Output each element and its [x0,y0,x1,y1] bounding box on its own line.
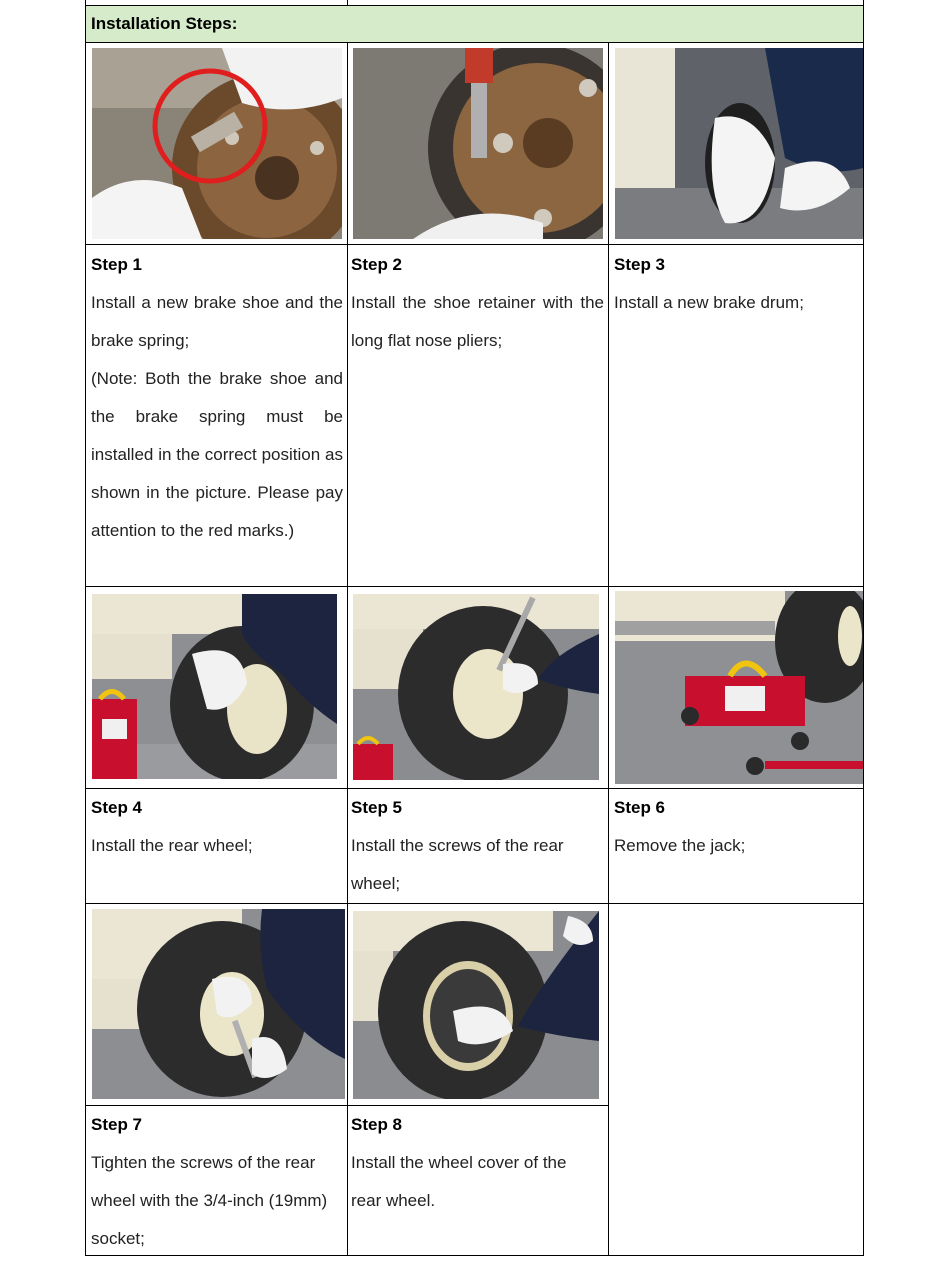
step-2-text-cell [347,244,609,587]
step-5-photo [353,594,599,780]
step-2-body: Install the shoe retainer with the long flat nose pliers; [351,293,604,350]
step-7-photo [92,909,345,1099]
step-8-photo [353,911,599,1099]
step-7-title: Step 7 [91,1115,143,1134]
empty-cell [608,903,864,1256]
step-4-photo-cell [85,586,348,789]
step-1-note: (Note: Both the brake shoe and the brake spring must be installed in the correct position as shown in the picture. Please pay attention to the red marks.) [91,369,343,540]
step-2-title: Step 2 [351,255,403,274]
step-1-photo [92,48,342,239]
step-8-text-cell [347,1105,609,1256]
step-8-photo-cell [347,903,609,1106]
step-4-text-cell [85,788,348,904]
step-1-photo-cell [85,42,348,245]
step-6-title: Step 6 [614,798,666,817]
step-6-photo [615,591,863,784]
step-5-title: Step 5 [351,798,403,817]
step-7-photo-cell [85,903,348,1106]
step-3-title: Step 3 [614,255,666,274]
step-5-text-cell [347,788,609,904]
step-1-title: Step 1 [91,255,143,274]
step-1-body: Install a new brake shoe and the brake spring; [91,293,343,350]
step-2-photo-cell [347,42,609,245]
section-title: Installation Steps: [91,14,238,33]
step-3-photo [615,48,863,239]
step-3-photo-cell [608,42,864,245]
step-8-title: Step 8 [351,1115,403,1134]
step-1-text-cell [85,244,348,587]
step-6-body: Remove the jack; [614,836,746,855]
step-7-body: Tighten the screws of the rear wheel with the 3/4-inch (19mm) socket; [91,1153,328,1248]
step-3-body: Install a new brake drum; [614,293,804,312]
step-5-body: Install the screws of the rear wheel; [351,836,564,893]
step-7-text-cell [85,1105,348,1256]
step-4-photo [92,594,337,779]
step-3-text-cell [608,244,864,587]
step-2-photo [353,48,603,239]
step-4-title: Step 4 [91,798,143,817]
step-5-photo-cell [347,586,609,789]
step-4-body: Install the rear wheel; [91,836,253,855]
step-6-photo-cell [608,586,864,789]
step-6-text-cell [608,788,864,904]
section-header [85,5,864,43]
step-8-body: Install the wheel cover of the rear wheel. [351,1153,567,1210]
